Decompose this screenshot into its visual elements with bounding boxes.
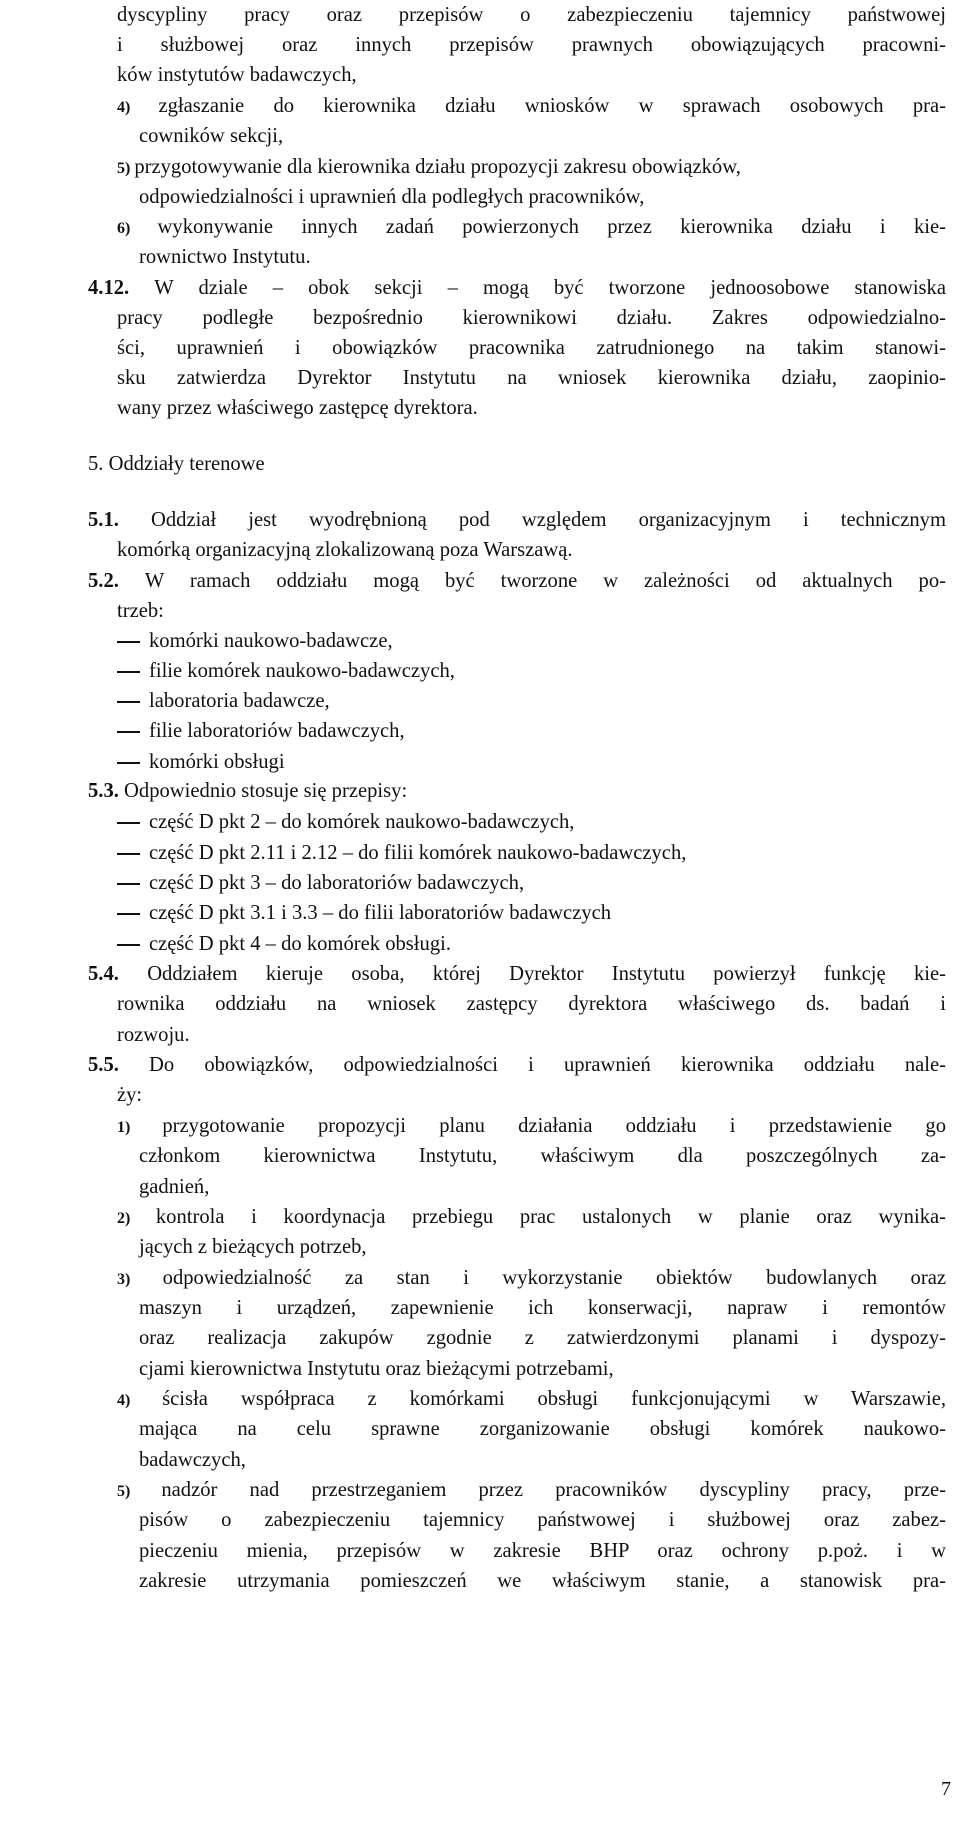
line-text: odpowiedzialność za stan i wykorzystanie obiektów budowlanych oraz (162, 1267, 946, 1289)
line-text: mająca na celu sprawne zorganizowanie obsługi komórek naukowo- (139, 1418, 946, 1440)
text-line (117, 60, 357, 90)
section-number: 5.3. (88, 780, 125, 802)
text-line (117, 152, 741, 184)
text-line (117, 1263, 946, 1295)
text-line (117, 1202, 946, 1234)
text-line (139, 182, 644, 212)
dash-bullet-icon (117, 913, 140, 915)
text-line (139, 1293, 946, 1323)
dash-bullet-icon (117, 822, 140, 824)
line-text: ży: (117, 1084, 143, 1106)
line-text: pracy podległe bezpośrednio kierownikowi działu. Zakres odpowiedzialno- (117, 307, 946, 329)
line-text: maszyn i urządzeń, zapewnienie ich konserwacji, napraw i remontów (139, 1297, 946, 1319)
item-number: 2) (117, 1210, 156, 1227)
line-text: trzeb: (117, 600, 164, 622)
line-text: wany przez właściwego zastępcę dyrektora. (117, 397, 478, 419)
text-line (117, 1111, 946, 1143)
text-line (139, 1354, 614, 1384)
text-line (117, 393, 478, 423)
line-text: członkom kierownictwa Instytutu, właściwym dla poszczególnych za- (139, 1145, 946, 1167)
line-text: część D pkt 4 – do komórek obsługi. (149, 933, 451, 955)
text-line (117, 91, 946, 123)
item-number: 3) (117, 1271, 163, 1288)
line-text: filie laboratoriów badawczych, (149, 720, 405, 742)
line-text: zgłaszanie do kierownika działu wniosków w sprawach osobowych pra- (158, 95, 946, 117)
text-line (139, 1414, 946, 1444)
line-text: komórką organizacyjną zlokalizowaną poza Warszawą. (117, 539, 573, 561)
line-text: jących z bieżących potrzeb, (139, 1236, 367, 1258)
text-line (139, 242, 311, 272)
line-text: cowników sekcji, (139, 125, 284, 147)
text-line (139, 1536, 946, 1566)
dash-bullet-icon (117, 944, 140, 946)
dash-bullet-icon (117, 701, 140, 703)
line-text: zakresie utrzymania pomieszczeń we właściwym stanie, a stanowisk pra- (139, 1570, 946, 1592)
text-line (139, 121, 283, 151)
text-line (117, 747, 285, 777)
line-text: część D pkt 3 – do laboratoriów badawczych, (149, 872, 525, 894)
dash-bullet-icon (117, 671, 140, 673)
text-line (139, 1566, 946, 1596)
line-text: 5. Oddziały terenowe (88, 453, 265, 475)
text-line (117, 363, 946, 393)
text-line (139, 1172, 209, 1202)
line-text: część D pkt 3.1 i 3.3 – do filii laboratoriów badawczych (149, 902, 612, 924)
line-text: Odpowiednio stosuje się przepisy: (124, 780, 408, 802)
item-number: 4) (117, 99, 159, 116)
line-text: pisów o zabezpieczeniu tajemnicy państwowej i służbowej oraz zabez- (139, 1509, 946, 1531)
line-text: ków instytutów badawczych, (117, 64, 357, 86)
line-text: Oddziałem kieruje osoba, której Dyrektor Instytutu powierzył funkcję kie- (147, 963, 946, 985)
line-text: wykonywanie innych zadań powierzonych przez kierownika działu i kie- (157, 216, 946, 238)
line-text: rozwoju. (117, 1024, 190, 1046)
page-number: 7 (941, 1778, 951, 1800)
line-text: gadnień, (139, 1176, 210, 1198)
line-text: komórki naukowo-badawcze, (149, 630, 393, 652)
line-text: Oddział jest wyodrębnioną pod względem organizacyjnym i technicznym (150, 509, 946, 531)
line-text: ścisła współpraca z komórkami obsługi funkcjonującymi w Warszawie, (162, 1388, 946, 1410)
section-number: 5.5. (88, 1054, 150, 1076)
line-text: pieczeniu mienia, przepisów w zakresie BHP oraz ochrony p.poż. i w (139, 1540, 946, 1562)
line-text: przygotowywanie dla kierownika działu propozycji zakresu obowiązków, (134, 156, 741, 178)
line-text: filie komórek naukowo-badawczych, (149, 660, 455, 682)
line-text: sku zatwierdza Dyrektor Instytutu na wniosek kierownika działu, zaopinio- (117, 367, 946, 389)
text-line (117, 656, 455, 686)
text-line (117, 535, 573, 565)
line-text: laboratoria badawcze, (149, 690, 330, 712)
section-number: 4.12. (88, 277, 155, 299)
line-text: i służbowej oraz innych przepisów prawnych obowiązujących pracowni- (117, 34, 946, 56)
dash-bullet-icon (117, 853, 140, 855)
text-line (139, 1505, 946, 1535)
line-text: komórki obsługi (149, 751, 285, 773)
line-text: W dziale – obok sekcji – mogą być tworzone jednoosobowe stanowiska (154, 277, 946, 299)
text-line (88, 566, 946, 596)
text-line (117, 30, 946, 60)
text-line (117, 303, 946, 333)
section-number: 5.1. (88, 509, 151, 531)
text-line (88, 1050, 946, 1080)
line-text: cjami kierownictwa Instytutu oraz bieżącymi potrzebami, (139, 1358, 614, 1380)
line-text: kontrola i koordynacja przebiegu prac ustalonych w planie oraz wynika- (155, 1206, 946, 1228)
text-line (117, 1475, 946, 1507)
line-text: część D pkt 2.11 i 2.12 – do filii komórek naukowo-badawczych, (149, 842, 687, 864)
text-line (117, 0, 946, 30)
line-text: Do obowiązków, odpowiedzialności i uprawnień kierownika oddziału nale- (149, 1054, 946, 1076)
text-line (139, 1445, 246, 1475)
text-line (117, 868, 524, 898)
line-text: dyscypliny pracy oraz przepisów o zabezpieczeniu tajemnicy państwowej (117, 4, 946, 26)
text-line (117, 838, 686, 868)
text-line (139, 1141, 946, 1171)
line-text: nadzór nad przestrzeganiem przez pracowników dyscypliny pracy, prze- (161, 1479, 946, 1501)
text-line (117, 989, 946, 1019)
text-line (117, 807, 574, 837)
line-text: W ramach oddziału mogą być tworzone w zależności od aktualnych po- (144, 570, 946, 592)
item-number: 4) (117, 1392, 163, 1409)
text-line (117, 1384, 946, 1416)
text-line (88, 505, 946, 535)
line-text: oraz realizacja zakupów zgodnie z zatwierdzonymi planami i dyspozy- (139, 1327, 946, 1349)
text-line (117, 716, 405, 746)
text-line (88, 959, 946, 989)
dash-bullet-icon (117, 762, 140, 764)
line-text: przygotowanie propozycji planu działania oddziału i przedstawienie go (162, 1115, 946, 1137)
item-number: 6) (117, 220, 158, 237)
text-line (117, 929, 451, 959)
line-text: rownictwo Instytutu. (139, 246, 311, 268)
line-text: część D pkt 2 – do komórek naukowo-badawczych, (149, 811, 575, 833)
text-line (117, 596, 164, 626)
section-number: 5.2. (88, 570, 145, 592)
text-line (117, 898, 611, 928)
text-line (139, 1323, 946, 1353)
text-line (117, 686, 330, 716)
text-line (117, 626, 393, 656)
item-number: 5) (117, 160, 135, 177)
line-text: badawczych, (139, 1449, 246, 1471)
line-text: rownika oddziału na wniosek zastępcy dyrektora właściwego ds. badań i (117, 993, 946, 1015)
text-line (88, 776, 407, 806)
line-text: odpowiedzialności i uprawnień dla podległych pracowników, (139, 186, 645, 208)
dash-bullet-icon (117, 731, 140, 733)
item-number: 1) (117, 1119, 163, 1136)
dash-bullet-icon (117, 883, 140, 885)
line-text: ści, uprawnień i obowiązków pracownika zatrudnionego na takim stanowi- (117, 337, 946, 359)
text-line (139, 1232, 367, 1262)
text-line (117, 333, 946, 363)
text-line (117, 1020, 190, 1050)
text-line (117, 1080, 142, 1110)
dash-bullet-icon (117, 641, 140, 643)
section-number: 5.4. (88, 963, 148, 985)
text-line (88, 449, 265, 479)
text-line (117, 212, 946, 244)
text-line (88, 273, 946, 303)
item-number: 5) (117, 1483, 162, 1500)
